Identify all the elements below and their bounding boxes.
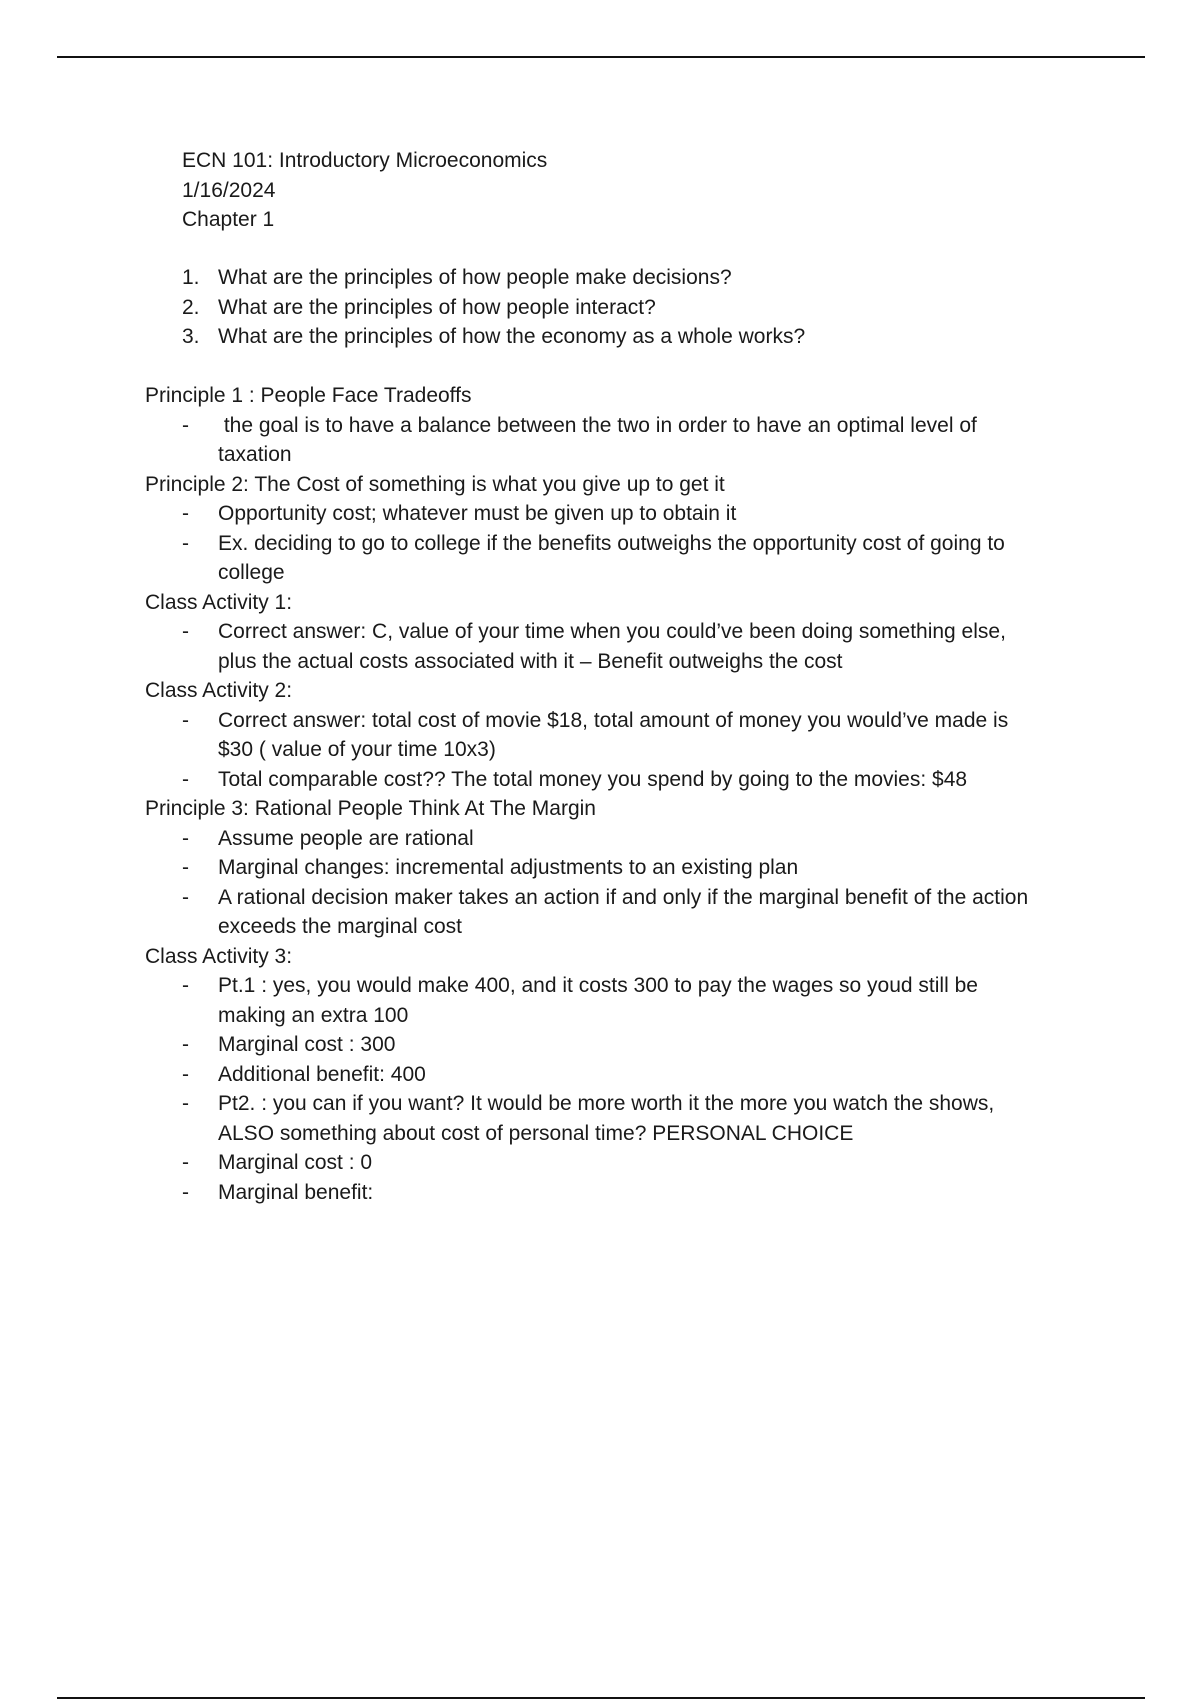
bullet-item (145, 706, 1038, 765)
notes-body (145, 381, 1105, 1207)
bullet-item (145, 529, 1038, 588)
question-item (182, 322, 1082, 352)
dash-marker: - (182, 1062, 189, 1086)
question-number: 1. (182, 266, 200, 289)
bullet-text: Additional benefit: 400 (218, 1062, 426, 1086)
question-text: What are the principles of how people interact? (218, 295, 656, 319)
bullet-text: Total comparable cost?? The total money you spend by going to the movies: $48 (218, 767, 968, 791)
bullet-text: Marginal cost : 0 (218, 1151, 373, 1174)
bullet-item (145, 617, 1038, 676)
dash-marker: - (182, 1033, 189, 1056)
note-section (145, 381, 1105, 470)
section-heading: Class Activity 1: (145, 590, 293, 614)
question-text: What are the principles of how people make decisions? (218, 266, 732, 289)
bullet-item (145, 853, 1038, 883)
bullet-list (145, 499, 1105, 588)
dash-marker: - (182, 413, 189, 437)
bullet-text: Pt.1 : yes, you would make 400, and it costs 300 to pay the wages so youd still be making an extra 100 (218, 974, 978, 1027)
bullet-item (145, 1148, 1038, 1178)
dash-marker: - (182, 1151, 189, 1174)
bullet-text: Marginal changes: incremental adjustments to an existing plan (218, 856, 799, 879)
note-section (145, 588, 1105, 677)
dash-marker: - (182, 708, 189, 732)
bullet-text: Correct answer: total cost of movie $18, total amount of money you would’ve made is $30 ( value of your time 10x3) (218, 708, 1009, 761)
question-number: 2. (182, 295, 200, 319)
top-rule (57, 56, 1145, 58)
question-item (182, 293, 1082, 323)
bullet-list (145, 971, 1105, 1207)
note-section (145, 676, 1105, 794)
question-text: What are the principles of how the economy as a whole works? (218, 325, 806, 348)
document-header (182, 146, 982, 235)
bullet-item (145, 883, 1038, 942)
bullet-item (145, 1030, 1038, 1060)
course-title: ECN 101: Introductory Microeconomics (182, 149, 548, 172)
bullet-item (145, 1089, 1038, 1148)
bullet-item (145, 499, 1038, 529)
lecture-date: 1/16/2024 (182, 178, 276, 202)
bullet-list (145, 706, 1105, 795)
dash-marker: - (182, 826, 189, 850)
bullet-item (145, 1178, 1038, 1208)
dash-marker: - (182, 1092, 189, 1115)
dash-marker: - (182, 856, 189, 879)
question-item (182, 263, 1082, 293)
dash-marker: - (182, 767, 189, 791)
section-heading: Class Activity 2: (145, 679, 293, 702)
dash-marker: - (182, 974, 189, 997)
bullet-item (145, 1060, 1038, 1090)
bullet-list (145, 411, 1105, 470)
bullet-text: Correct answer: C, value of your time when you could’ve been doing something else, plus the actual costs associated with it – Benefit outweighs the cost (218, 620, 1006, 673)
bullet-item (145, 971, 1038, 1030)
bullet-text: the goal is to have a balance between the two in order to have an optimal level of taxation (218, 413, 983, 466)
section-heading: Principle 1 : People Face Tradeoffs (145, 384, 472, 407)
bullet-item (145, 765, 1038, 795)
bullet-text: Ex. deciding to go to college if the benefits outweighs the opportunity cost of going to college (218, 531, 1005, 584)
chapter-label: Chapter 1 (182, 208, 275, 231)
question-list (182, 263, 1082, 352)
bullet-text: Marginal benefit: (218, 1180, 374, 1204)
dash-marker: - (182, 620, 189, 643)
bullet-list (145, 824, 1105, 942)
dash-marker: - (182, 1180, 189, 1204)
section-heading: Class Activity 3: (145, 944, 293, 968)
section-heading: Principle 2: The Cost of something is what you give up to get it (145, 472, 725, 496)
bullet-item (145, 411, 1038, 470)
section-heading: Principle 3: Rational People Think At The Margin (145, 797, 596, 820)
bullet-text: Assume people are rational (218, 826, 474, 850)
bullet-item (145, 824, 1038, 854)
bullet-text: Pt2. : you can if you want? It would be more worth it the more you watch the shows, ALSO something about cost of personal time? PERSONAL CHOICE (218, 1092, 995, 1145)
bullet-text: Opportunity cost; whatever must be given up to obtain it (218, 502, 737, 525)
bullet-list (145, 617, 1105, 676)
bullet-text: A rational decision maker takes an action if and only if the marginal benefit of the action exceeds the marginal cost (218, 885, 1029, 938)
dash-marker: - (182, 502, 189, 525)
bottom-rule (57, 1697, 1145, 1699)
question-number: 3. (182, 325, 200, 348)
bullet-text: Marginal cost : 300 (218, 1033, 396, 1056)
note-section (145, 470, 1105, 588)
note-section (145, 794, 1105, 942)
note-section (145, 942, 1105, 1208)
dash-marker: - (182, 531, 189, 555)
dash-marker: - (182, 885, 189, 909)
